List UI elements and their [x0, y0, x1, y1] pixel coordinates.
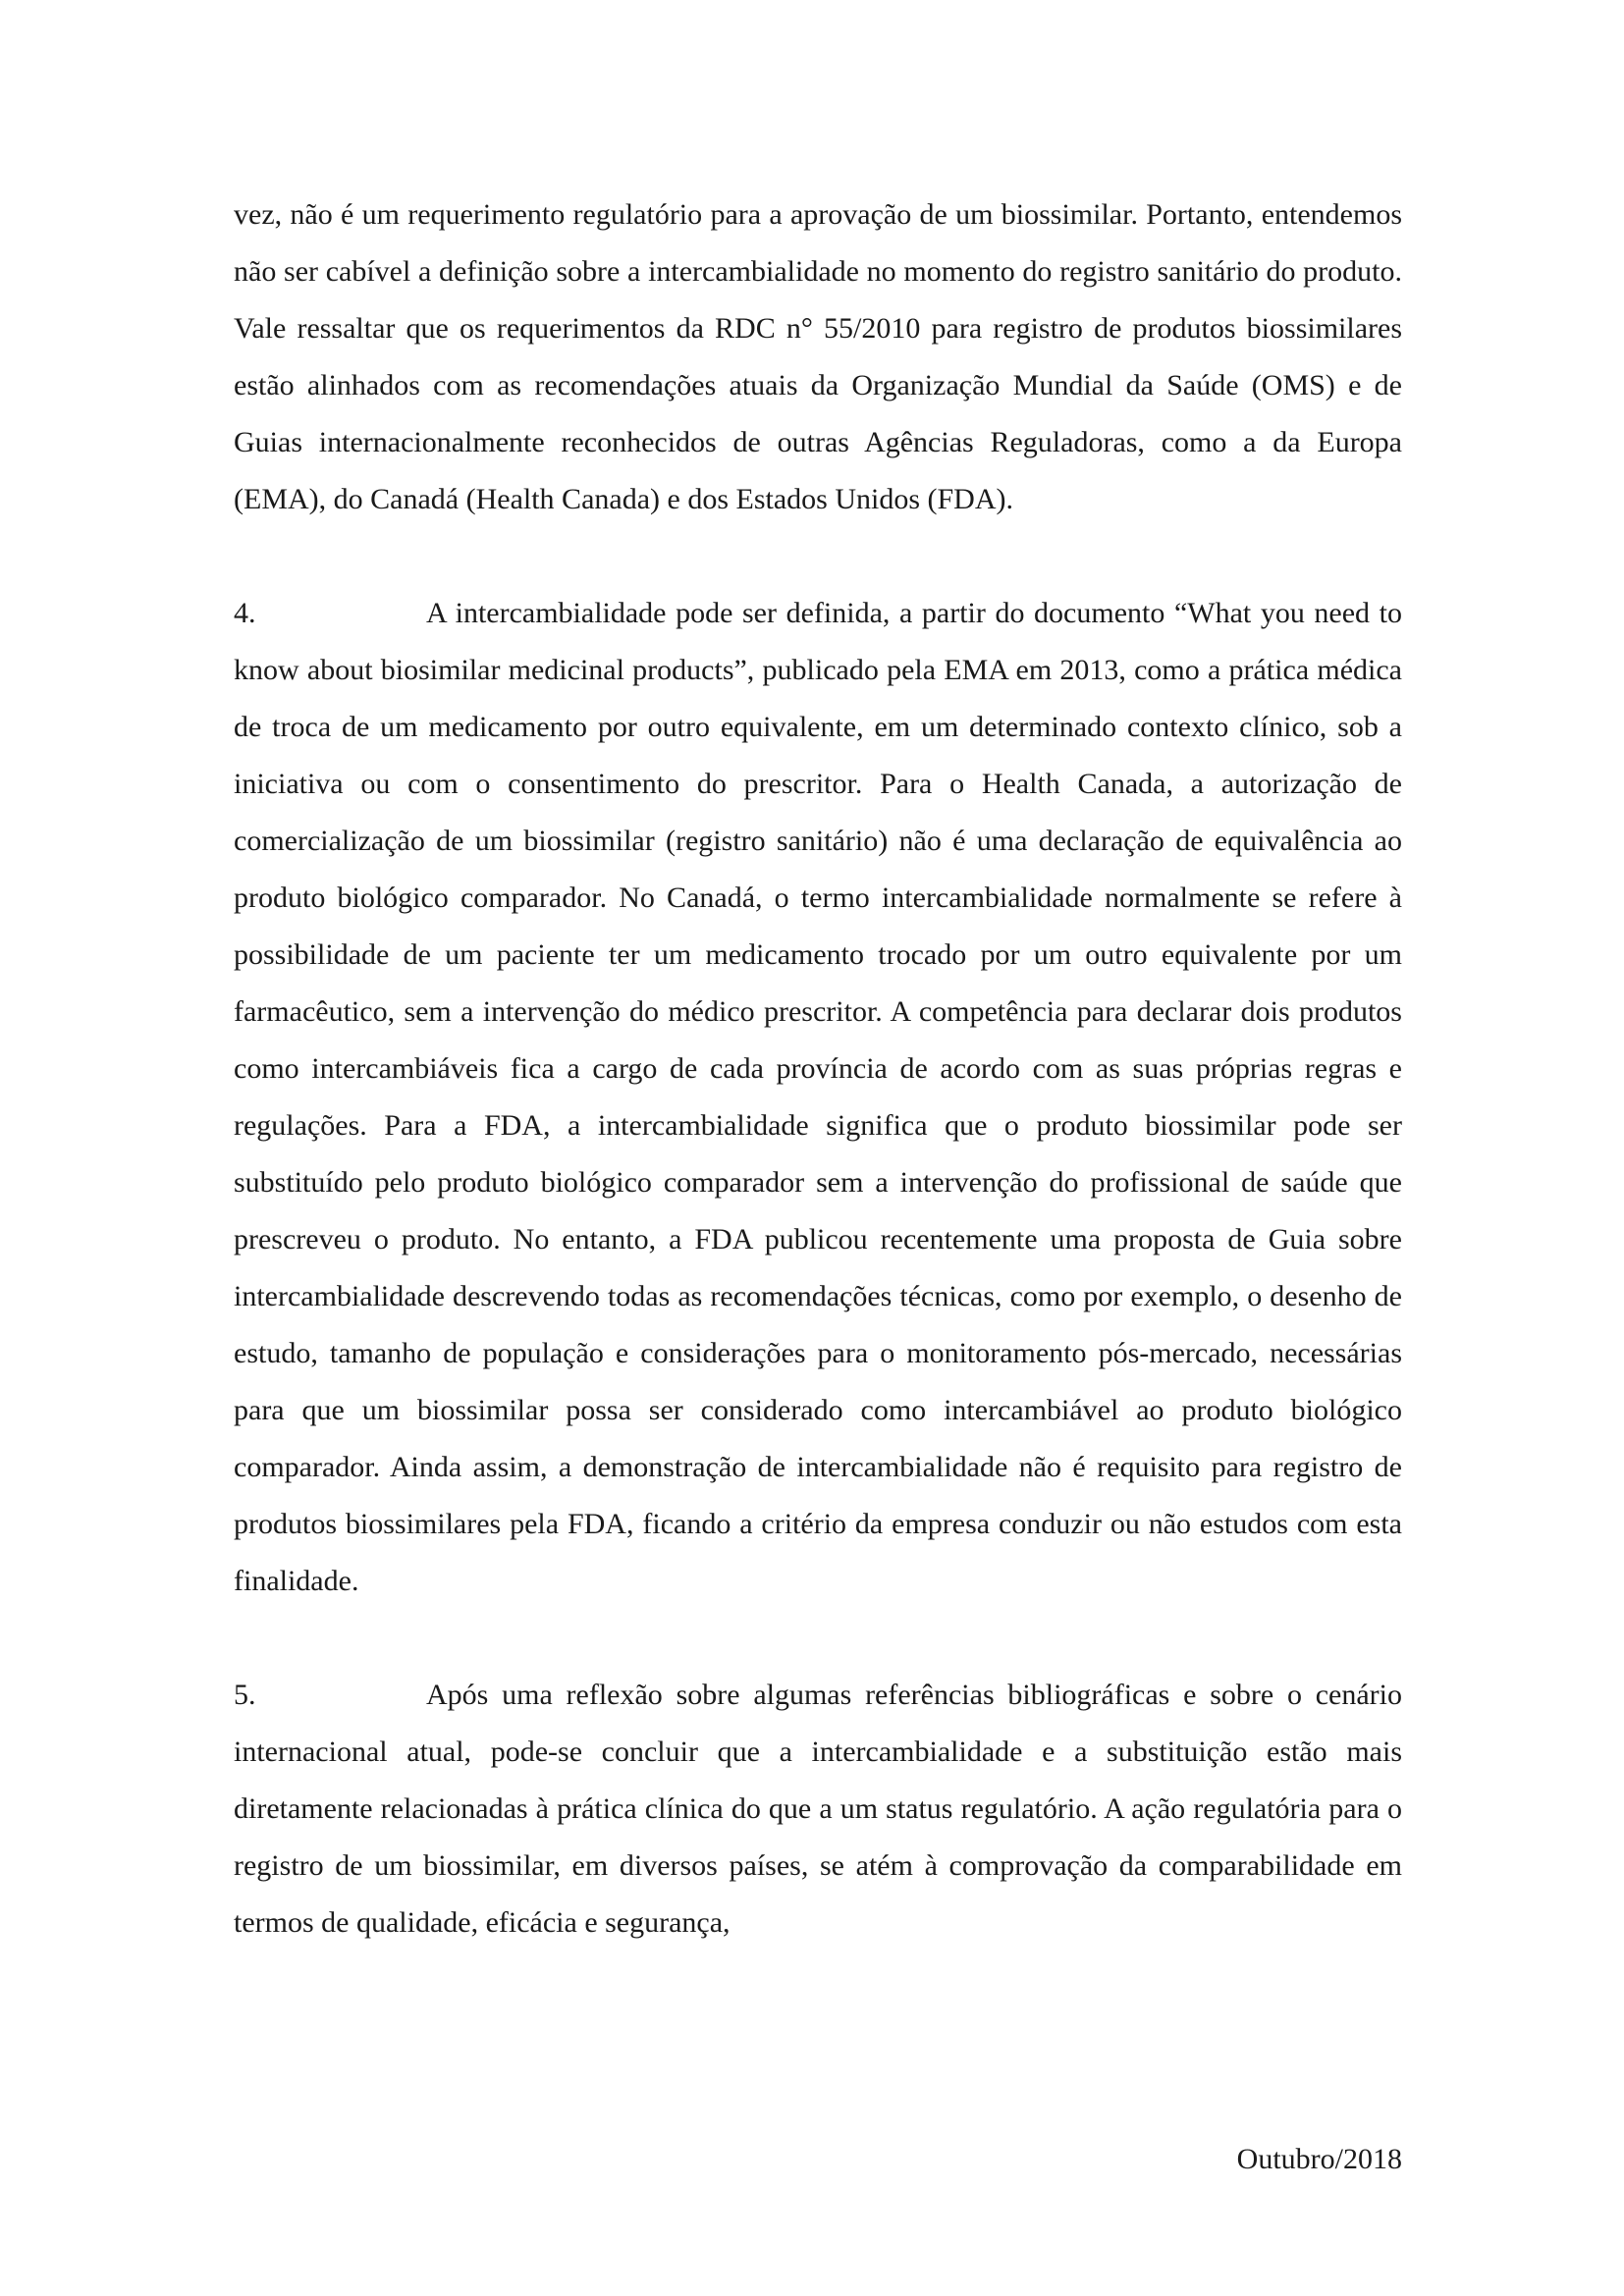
paragraph-5 [234, 1667, 1402, 1951]
paragraph-number: 4. [234, 597, 256, 629]
document-body [234, 187, 1402, 2008]
paragraph-continuation [234, 187, 1402, 528]
paragraph-text: Após uma reflexão sobre algumas referências bibliográficas e sobre o cenário internacional atual, pode-se concluir que a intercambialidade e a substituição estão mais diretamente relacionadas à prática clínica do que a um status regulatório. A ação regulatória para o registro de um biossimilar, em diversos países, se atém à comprovação da comparabilidade em termos de qualidade, eficácia e segurança, [234, 1679, 1402, 1939]
paragraph-4 [234, 585, 1402, 1610]
paragraph-number: 5. [234, 1679, 256, 1711]
paragraph-text: A intercambialidade pode ser definida, a partir do documento “What you need to know about biosimilar medicinal products”, publicado pela EMA em 2013, como a prática médica de troca de um medicamento por outro equivalente, em um determinado contexto clínico, sob a iniciativa ou com o consentimento do prescritor. Para o Health Canada, a autorização de comercialização de um biossimilar (registro sanitário) não é uma declaração de equivalência ao produto biológico comparador. No Canadá, o termo intercambialidade normalmente se refere à possibilidade de um paciente ter um medicamento trocado por um outro equivalente por um farmacêutico, sem a intervenção do médico prescritor. A competência para declarar dois produtos como intercambiáveis fica a cargo de cada província de acordo com as suas próprias regras e regulações. Para a FDA, a intercambialidade significa que o produto biossimilar pode ser substituído pelo produto biológico comparador sem a intervenção do profissional de saúde que prescreveu o produto. No entanto, a FDA publicou recentemente uma proposta de Guia sobre intercambialidade descrevendo todas as recomendações técnicas, como por exemplo, o desenho de estudo, tamanho de população e considerações para o monitoramento pós-mercado, necessárias para que um biossimilar possa ser considerado como intercambiável ao produto biológico comparador. Ainda assim, a demonstração de intercambialidade não é requisito para registro de produtos biossimilares pela FDA, ficando a critério da empresa conduzir ou não estudos com esta finalidade. [234, 597, 1402, 1597]
paragraph-text: vez, não é um requerimento regulatório para a aprovação de um biossimilar. Portanto, entendemos não ser cabível a definição sobre a intercambialidade no momento do registro sanitário do produto. Vale ressaltar que os requerimentos da RDC n° 55/2010 para registro de produtos biossimilares estão alinhados com as recomendações atuais da Organização Mundial da Saúde (OMS) e de Guias internacionalmente reconhecidos de outras Agências Reguladoras, como a da Europa (EMA), do Canadá (Health Canada) e dos Estados Unidos (FDA). [234, 198, 1402, 515]
page-footer-date: Outubro/2018 [1236, 2143, 1402, 2175]
